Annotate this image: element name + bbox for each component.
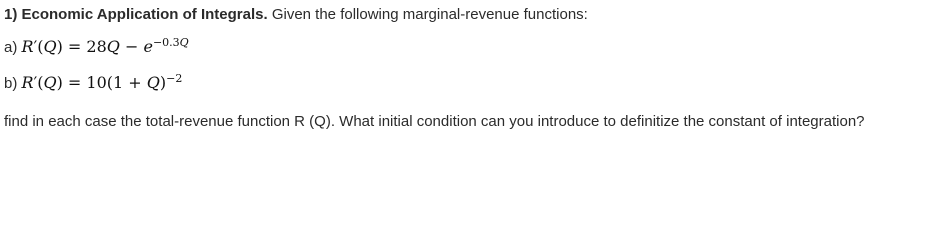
item-a-lhs-open: ( [37,37,44,56]
item-b [4,71,183,93]
item-b-exponent: −2 [166,71,183,85]
item-a-coef: 28 [86,37,107,56]
item-b-lhs-fn: R [21,73,34,92]
item-b-lhs-open: ( [37,73,44,92]
item-a-lhs-var: Q [43,37,57,56]
question-text: find in each case the total-revenue function R (Q). What initial condition can you introduce to definitize the constant of integration? [4,113,865,130]
item-b-equals: = [62,73,87,92]
item-b-rhs-close: ) [159,73,167,92]
item-a-exp-prefix: −0.3 [152,35,180,49]
item-b-rhs-prefix: 10(1 + [86,73,147,92]
item-a [4,35,189,57]
item-b-equation [22,73,183,92]
item-a-exp-var: Q [179,35,189,49]
item-a-minus: − [119,37,144,56]
item-b-rhs-var: Q [146,73,160,92]
problem-intro: Given the following marginal-revenue functions: [267,6,588,23]
item-a-label: a) [4,39,22,56]
item-a-lhs-fn: R [21,37,34,56]
item-a-equation [22,37,189,56]
item-b-label: b) [4,75,22,92]
item-a-equals: = [62,37,87,56]
item-b-lhs-var: Q [43,73,57,92]
item-b-lhs-close: ) [56,73,63,92]
item-a-exponent [153,36,189,49]
problem-title-line [4,6,588,24]
item-a-lhs-prime: ′ [33,37,38,56]
item-a-lhs-close: ) [56,37,63,56]
problem-heading: 1) Economic Application of Integrals. [4,6,268,23]
item-a-base: e [143,37,153,56]
item-a-var: Q [106,37,120,56]
item-b-lhs-prime: ′ [33,73,38,92]
